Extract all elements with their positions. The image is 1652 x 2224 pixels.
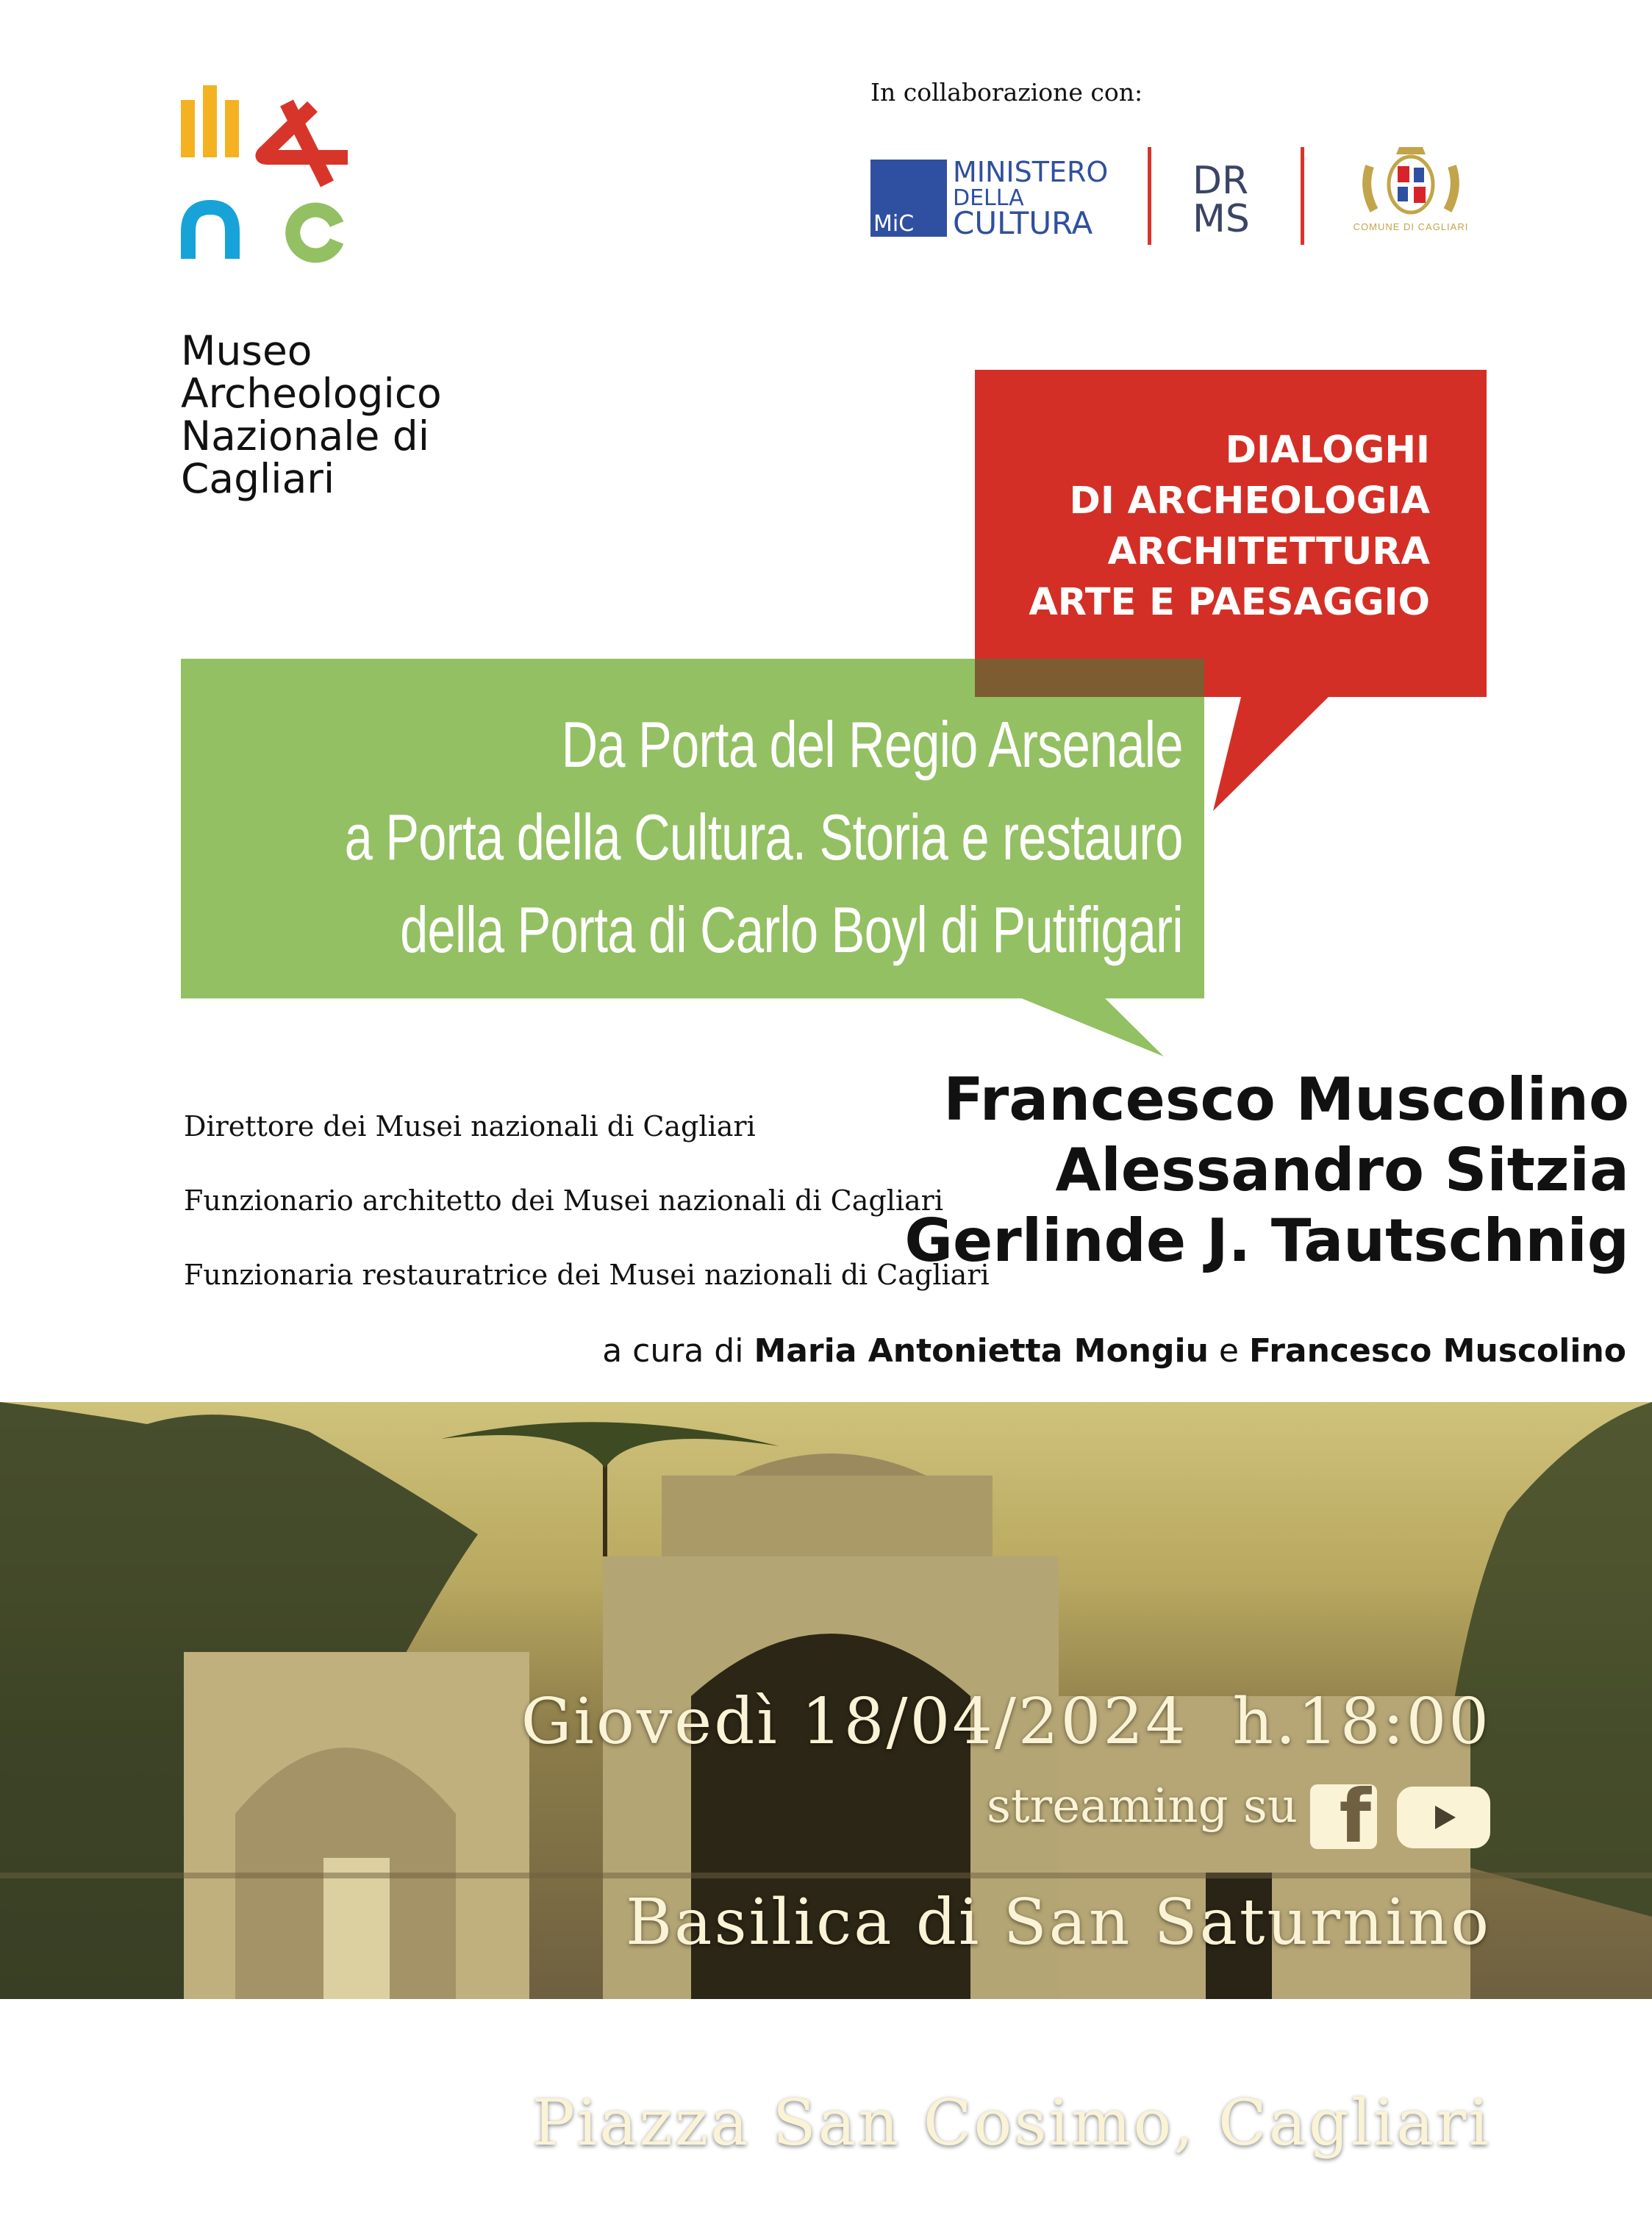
series-line: ARTE E PAESAGGIO (1029, 581, 1430, 624)
event-datetime: Giovedì 18/04/2024 h.18:00 (521, 1685, 1491, 1759)
series-title (1029, 425, 1430, 628)
event-venue: Basilica di San Saturnino (625, 1886, 1491, 1959)
drms-logo: DRMS (1192, 159, 1250, 241)
talk-title-line: della Porta di Carlo Boyl di Putifigari (400, 893, 1183, 966)
collaboration-label: In collaborazione con: (870, 78, 1143, 107)
mic-line: DELLA (953, 185, 1024, 211)
comune-label: COMUNE DI CAGLIARI (1353, 221, 1469, 232)
curators (602, 1332, 1626, 1370)
series-line: DI ARCHEOLOGIA (1069, 479, 1430, 523)
speaker-name: Gerlinde J. Tautschnig (904, 1206, 1629, 1275)
event-details (521, 1555, 1491, 2224)
speaker-name: Alessandro Sitzia (1055, 1136, 1629, 1204)
speaker-name: Francesco Muscolino (943, 1065, 1629, 1134)
curator-name: Francesco Muscolino (1248, 1332, 1626, 1370)
speaker-role: Funzionaria restauratrice dei Musei nazionali di Cagliari (184, 1259, 990, 1291)
youtube-icon[interactable] (1397, 1787, 1490, 1848)
museum-name-line: Cagliari (181, 455, 335, 502)
facebook-icon[interactable]: f (1310, 1784, 1377, 1849)
talk-title-line: Da Porta del Regio Arsenale (561, 708, 1183, 781)
mic-line: MINISTERO (953, 156, 1109, 188)
series-line: DIALOGHI (1225, 429, 1430, 472)
talk-title (108, 698, 1183, 976)
museum-name-line: Archeologico (181, 370, 442, 417)
speaker-names (904, 1065, 1629, 1276)
mic-line: CULTURA (953, 205, 1093, 241)
speaker-role: Direttore dei Musei nazionali di Cagliari (184, 1110, 756, 1143)
speaker-roles (184, 1090, 990, 1312)
series-line: ARCHITETTURA (1107, 530, 1430, 573)
curators-joiner: e (1208, 1332, 1249, 1370)
museum-name-line: Nazionale di (181, 412, 430, 460)
museum-name-line: Museo (181, 327, 312, 374)
event-address: Piazza San Cosimo, Cagliari (532, 2087, 1491, 2160)
curators-prefix: a cura di (602, 1332, 754, 1370)
speaker-role: Funzionario architetto dei Musei nazionali di Cagliari (184, 1184, 943, 1217)
mic-badge-text: MiC (873, 211, 915, 237)
curator-name: Maria Antonietta Mongiu (754, 1332, 1209, 1370)
talk-title-line: a Porta della Cultura. Storia e restauro (344, 801, 1183, 873)
streaming-label: streaming su (987, 1779, 1298, 1834)
bubble-overlap (975, 659, 1204, 697)
